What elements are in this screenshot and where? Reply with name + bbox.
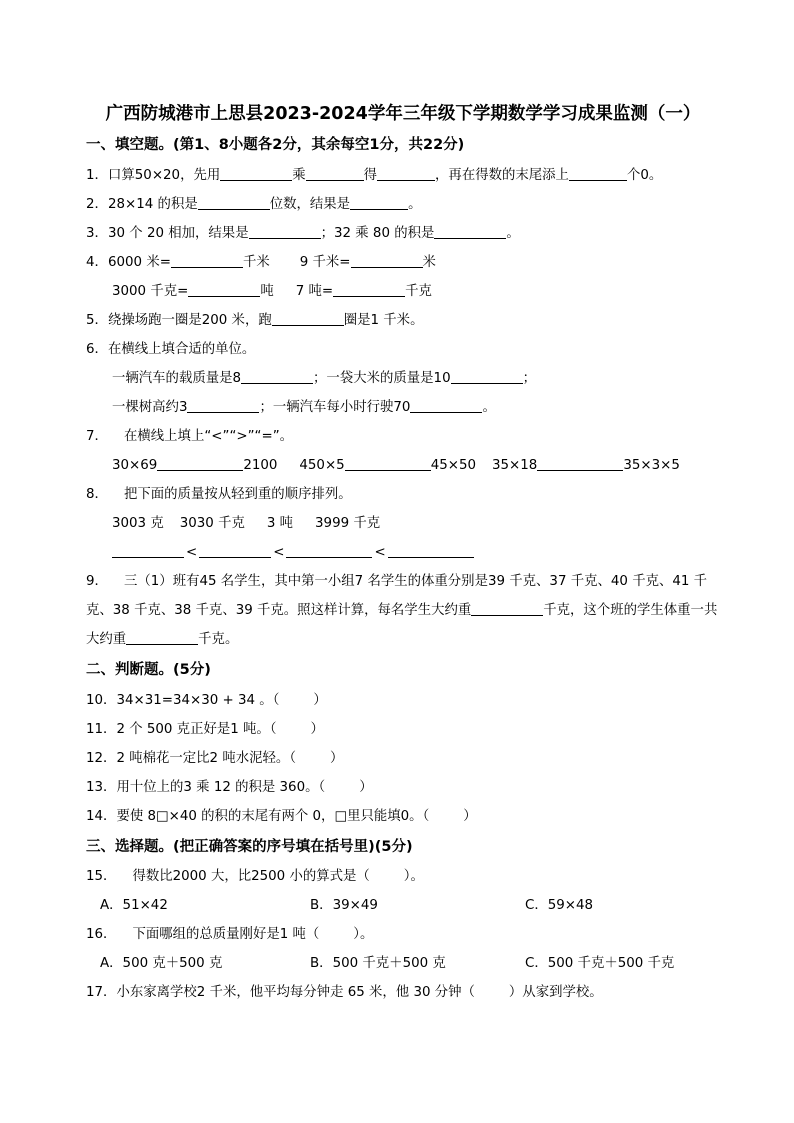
question-1-blank-1[interactable] bbox=[220, 180, 292, 181]
question-8-values-inner bbox=[86, 509, 720, 538]
question-15-number: 15． bbox=[86, 869, 117, 885]
section-heading-fill-in-blank: 一、填空题。(第1、8小题各2分，其余每空1分，共22分) bbox=[86, 137, 465, 153]
question-1-blank-4[interactable] bbox=[569, 180, 627, 181]
question-12-text: 2 吨棉花一定比2 吨水泥轻。（ bbox=[116, 750, 296, 766]
question-11-tail: ） bbox=[310, 721, 324, 737]
question-6-line1-text-2: ；一袋大米的质量是10 bbox=[313, 370, 451, 386]
question-3-blank-2[interactable] bbox=[434, 238, 506, 239]
question-6-prompt: 在横线上填合适的单位。 bbox=[108, 341, 256, 357]
question-9-blank-1[interactable] bbox=[471, 615, 543, 616]
question-8-value-1: 3003 克 bbox=[112, 515, 164, 531]
question-2-text-3: 。 bbox=[408, 196, 422, 212]
question-9-blank-2[interactable] bbox=[126, 644, 198, 645]
question-14-text: 要使 8□×40 的积的末尾有两个 0，□里只能填0。（ bbox=[116, 808, 430, 824]
question-8-sep-1: < bbox=[186, 544, 198, 560]
question-9-number: 9． bbox=[86, 573, 108, 589]
question-6-line1-text-1: 一辆汽车的载质量是8 bbox=[112, 370, 242, 386]
question-8-value-4: 3999 千克 bbox=[315, 515, 381, 531]
question-2 bbox=[86, 190, 720, 219]
question-9-text-1: 三（1）班有45 名学生，其中第一小组7 名学生的体重分别是39 千克、37 千克、40 千克、41 千克、38 千克、38 千克、39 千克。照这样计算，每名学生大约重 bbox=[86, 573, 708, 618]
question-8-answer-row bbox=[86, 538, 720, 567]
question-4 bbox=[86, 248, 720, 277]
question-7-prompt: 在横线上填上“<”“>”“=”。 bbox=[124, 428, 294, 444]
question-1-text-1: 口算50×20，先用 bbox=[108, 167, 221, 183]
question-9 bbox=[86, 567, 720, 654]
question-7-expr-2-right: 45×50 bbox=[430, 457, 477, 473]
question-6 bbox=[86, 335, 720, 364]
question-3-text-3: 。 bbox=[506, 225, 520, 241]
question-17-number: 17． bbox=[86, 985, 117, 1001]
question-4-line1-left: 6000 米= bbox=[108, 254, 171, 270]
question-10-number: 10． bbox=[86, 692, 117, 708]
question-1-blank-2[interactable] bbox=[306, 180, 364, 181]
question-12-number: 12． bbox=[86, 750, 117, 766]
question-8-answer-inner bbox=[86, 538, 720, 567]
question-16-text: 下面哪组的总质量刚好是1 吨（ bbox=[132, 927, 320, 943]
question-7-expr-3-right: 35×3×5 bbox=[623, 457, 680, 473]
question-6-line2-inner bbox=[86, 393, 720, 422]
question-5-text-2: 圈是1 千米。 bbox=[343, 312, 424, 328]
question-2-number: 2． bbox=[86, 196, 108, 212]
question-2-text-1: 28×14 的积是 bbox=[108, 196, 198, 212]
question-2-text-2: 位数，结果是 bbox=[269, 196, 351, 212]
question-17 bbox=[86, 978, 720, 1007]
question-1-text-5: 个0。 bbox=[626, 167, 663, 183]
question-3-blank-1[interactable] bbox=[249, 238, 321, 239]
question-5-number: 5． bbox=[86, 312, 108, 328]
question-7-expr-1-left: 30×69 bbox=[112, 457, 158, 473]
question-4-blank-2[interactable] bbox=[351, 267, 423, 268]
question-7-expressions bbox=[86, 451, 720, 480]
question-6-line2-text-2: ；一辆汽车每小时行驶70 bbox=[259, 399, 411, 415]
question-1-text-3: 得 bbox=[363, 167, 378, 183]
question-15-text: 得数比2000 大，比2500 小的算式是（ bbox=[132, 869, 370, 885]
question-17-tail: ）从家到学校。 bbox=[508, 985, 603, 1001]
question-5-text-1: 绕操场跑一圈是200 米，跑 bbox=[108, 312, 272, 328]
question-6-line1-inner bbox=[86, 364, 720, 393]
question-16-options bbox=[86, 949, 720, 978]
question-4-line2 bbox=[86, 277, 720, 306]
section-heading-true-false: 二、判断题。(5分) bbox=[86, 661, 211, 678]
question-6-number: 6． bbox=[86, 341, 108, 357]
question-4-line1-right: 9 千米= bbox=[299, 254, 351, 270]
question-12 bbox=[86, 744, 720, 773]
question-16-option-c[interactable]: C．500 千克＋500 千克 bbox=[525, 956, 675, 972]
question-1-blank-3[interactable] bbox=[377, 180, 435, 181]
question-15-tail: ）。 bbox=[403, 869, 424, 885]
question-7-blank-2[interactable] bbox=[345, 470, 431, 471]
question-7-blank-3[interactable] bbox=[537, 470, 623, 471]
question-10-text: 34×31=34×30 + 34 。（ bbox=[116, 692, 280, 708]
question-12-tail: ） bbox=[329, 750, 344, 766]
question-4-line2-unit1: 吨 bbox=[260, 283, 274, 299]
question-8-sep-3: < bbox=[374, 544, 386, 560]
question-6-line2-text-3: 。 bbox=[482, 399, 496, 415]
question-2-blank-2[interactable] bbox=[350, 209, 408, 210]
question-6-blank-1[interactable] bbox=[241, 383, 313, 384]
question-8 bbox=[86, 480, 720, 509]
question-4-line2-right: 7 吨= bbox=[295, 283, 334, 299]
question-4-line2-inner bbox=[86, 277, 720, 306]
question-4-line1-unit2: 米 bbox=[422, 254, 436, 270]
question-1 bbox=[86, 161, 720, 190]
question-11-text: 2 个 500 克正好是1 吨。（ bbox=[116, 721, 277, 737]
question-4-number: 4． bbox=[86, 254, 108, 270]
question-7 bbox=[86, 422, 720, 451]
question-6-line1-text-3: ； bbox=[522, 370, 536, 386]
question-6-line1 bbox=[86, 364, 720, 393]
question-3-text-1: 30 个 20 相加，结果是 bbox=[108, 225, 249, 241]
question-13 bbox=[86, 773, 720, 802]
question-16-option-a[interactable]: A．500 克＋500 克 bbox=[100, 956, 223, 972]
question-11-number: 11． bbox=[86, 721, 117, 737]
question-1-number: 1． bbox=[86, 167, 108, 183]
question-15-option-a[interactable]: A．51×42 bbox=[100, 898, 168, 914]
question-16-number: 16． bbox=[86, 927, 117, 943]
question-8-value-3: 3 吨 bbox=[266, 515, 294, 531]
question-14-tail: ） bbox=[463, 808, 477, 824]
section-heading-multiple-choice: 三、选择题。(把正确答案的序号填在括号里)(5分) bbox=[86, 838, 413, 855]
question-8-blank-1[interactable] bbox=[112, 557, 184, 558]
question-6-blank-4[interactable] bbox=[410, 412, 482, 413]
page-title: 广西防城港市上思县2023-2024学年三年级下学期数学学习成果监测（一） bbox=[105, 104, 701, 124]
question-10-tail: ） bbox=[313, 692, 327, 708]
question-7-expr-1-right: 2100 bbox=[243, 457, 278, 473]
question-3-text-2: ；32 乘 80 的积是 bbox=[320, 225, 435, 241]
question-8-sep-2: < bbox=[273, 544, 285, 560]
question-6-blank-2[interactable] bbox=[451, 383, 523, 384]
question-8-prompt: 把下面的质量按从轻到重的顺序排列。 bbox=[124, 486, 352, 502]
question-13-text: 用十位上的3 乘 12 的积是 360。（ bbox=[116, 779, 326, 795]
question-7-blank-1[interactable] bbox=[157, 470, 243, 471]
question-8-blank-3[interactable] bbox=[286, 557, 372, 558]
question-3-number: 3． bbox=[86, 225, 108, 241]
question-15-option-c[interactable]: C．59×48 bbox=[525, 898, 594, 914]
question-3 bbox=[86, 219, 720, 248]
question-1-text-2: 乘 bbox=[292, 167, 306, 183]
question-9-text-3: 千克。 bbox=[198, 631, 239, 647]
question-16-option-b[interactable]: B．500 千克＋500 克 bbox=[310, 956, 446, 972]
question-4-line2-left: 3000 千克= bbox=[112, 283, 189, 299]
question-15-option-b[interactable]: B．39×49 bbox=[310, 898, 378, 914]
question-10 bbox=[86, 686, 720, 715]
question-14-number: 14． bbox=[86, 808, 117, 824]
question-11 bbox=[86, 715, 720, 744]
question-16 bbox=[86, 920, 720, 949]
question-9-text-2: 千克，这个班的学生体重一共大约重 bbox=[86, 602, 718, 647]
question-6-blank-3[interactable] bbox=[187, 412, 259, 413]
question-15-options bbox=[86, 891, 720, 920]
question-7-expressions-inner bbox=[86, 451, 720, 480]
question-4-line2-unit2: 千克 bbox=[405, 283, 432, 299]
question-8-value-2: 3030 千克 bbox=[179, 515, 245, 531]
question-6-line2 bbox=[86, 393, 720, 422]
question-15 bbox=[86, 862, 720, 891]
question-4-blank-3[interactable] bbox=[188, 296, 260, 297]
question-8-number: 8． bbox=[86, 486, 108, 502]
question-13-number: 13． bbox=[86, 779, 117, 795]
question-6-line2-text-1: 一棵树高约3 bbox=[112, 399, 188, 415]
question-2-blank-1[interactable] bbox=[198, 209, 270, 210]
question-14 bbox=[86, 802, 720, 831]
question-7-expr-2-left: 450×5 bbox=[299, 457, 345, 473]
question-5 bbox=[86, 306, 720, 335]
question-8-blank-2[interactable] bbox=[199, 557, 271, 558]
question-4-blank-1[interactable] bbox=[171, 267, 243, 268]
question-4-blank-4[interactable] bbox=[333, 296, 405, 297]
question-17-text: 小东家离学校2 千米，他平均每分钟走 65 米，他 30 分钟（ bbox=[116, 985, 475, 1001]
question-1-text-4: ，再在得数的末尾添上 bbox=[435, 167, 569, 183]
question-7-number: 7． bbox=[86, 428, 108, 444]
question-8-values bbox=[86, 509, 720, 538]
question-4-line1-unit1: 千米 bbox=[242, 254, 270, 270]
question-13-tail: ） bbox=[359, 779, 373, 795]
question-5-blank-1[interactable] bbox=[272, 325, 344, 326]
question-8-blank-4[interactable] bbox=[388, 557, 474, 558]
question-7-expr-3-left: 35×18 bbox=[492, 457, 538, 473]
question-16-tail: ）。 bbox=[353, 927, 374, 943]
